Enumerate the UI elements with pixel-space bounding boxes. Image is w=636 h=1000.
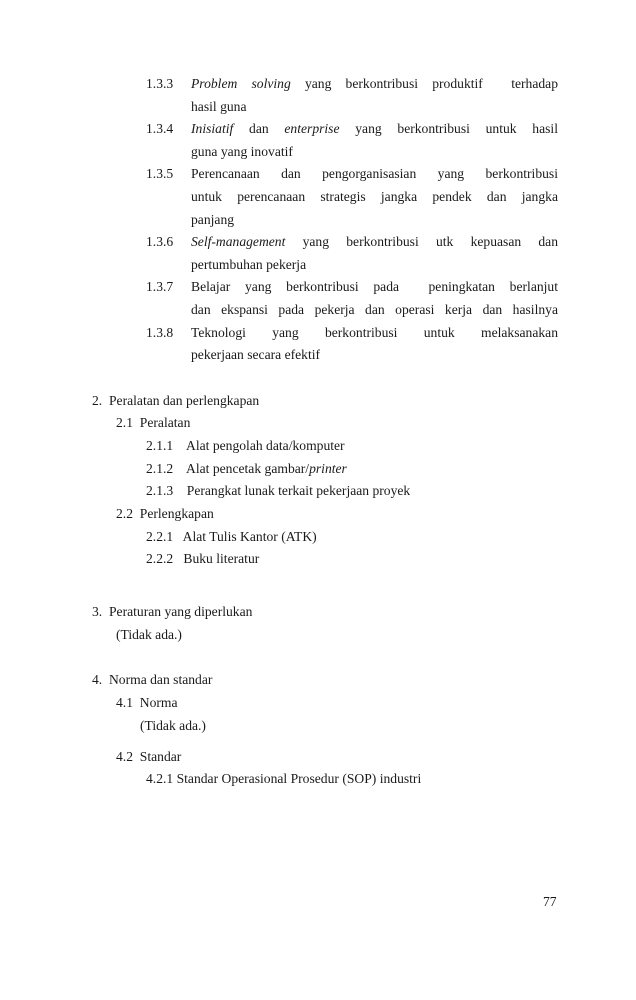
subsection-heading: [116, 414, 190, 432]
text-segment: yang berkontribusi utk kepuasan dan: [285, 234, 558, 250]
italic-term: Self-management: [191, 234, 286, 250]
text-segment: 2. Peralatan dan perlengkapan: [92, 393, 260, 408]
text-segment: pekerjaan secara efektif: [191, 347, 321, 363]
italic-term: Inisiatif: [191, 121, 234, 137]
text-segment: (Tidak ada.): [116, 627, 182, 642]
text-segment: untuk perencanaan strategis jangka pendek dan jangka: [191, 189, 558, 204]
item-number: 1.3.5: [146, 166, 174, 182]
text-segment: panjang: [191, 211, 235, 227]
text-segment: 2.1.1 Alat pengolah data/komputer: [146, 438, 345, 453]
item-text-line: [191, 98, 247, 116]
text-segment: Belajar yang berkontribusi pada peningkatan berlanjut: [191, 279, 558, 295]
item-number: 1.3.3: [146, 76, 174, 91]
text-segment: dan: [233, 121, 285, 137]
text-segment: 2.2.2 Buku literatur: [146, 551, 260, 566]
text-segment: 4.1 Norma: [116, 695, 178, 710]
text-segment: pertumbuhan pekerja: [191, 256, 307, 272]
subsection-heading: [116, 505, 214, 523]
page-number: 77: [543, 894, 557, 909]
text-segment: guna yang inovatif: [191, 143, 293, 159]
text-segment: 2.1.2 Alat pencetak gambar/: [146, 461, 310, 476]
text-segment: yang berkontribusi untuk hasil: [339, 121, 558, 137]
item-text-line: [191, 120, 558, 138]
item-text-line: [191, 324, 558, 342]
section-heading: [92, 603, 252, 621]
text-segment: 3. Peraturan yang diperlukan: [92, 604, 253, 619]
list-item: [146, 460, 347, 478]
text-segment: 2.2 Perlengkapan: [116, 506, 214, 521]
text-segment: Perencanaan dan pengorganisasian yang berkontribusi: [191, 166, 558, 182]
item-number: 1.3.6: [146, 234, 174, 250]
text-segment: yang berkontribusi produktif terhadap: [290, 76, 558, 91]
section-heading: [92, 671, 212, 689]
italic-term: Problem solving: [191, 76, 291, 91]
italic-term: enterprise: [284, 121, 340, 137]
item-number: 1.3.7: [146, 279, 174, 295]
text-segment: 2.1.3 Perangkat lunak terkait pekerjaan proyek: [146, 483, 411, 498]
item-text-line: [191, 165, 558, 183]
item-text-line: [191, 346, 320, 364]
item-text-line: [191, 75, 558, 93]
text-segment: 4. Norma dan standar: [92, 672, 213, 687]
list-item: [146, 770, 421, 788]
subsection-heading: [116, 694, 178, 712]
italic-term: printer: [309, 461, 347, 476]
item-number: 1.3.4: [146, 121, 174, 137]
text-segment: 2.1 Peralatan: [116, 415, 191, 430]
text-segment: 2.2.1 Alat Tulis Kantor (ATK): [146, 529, 317, 544]
list-item: [146, 528, 317, 546]
item-text-line: [191, 278, 558, 296]
text-segment: (Tidak ada.): [140, 718, 206, 733]
item-text-line: [191, 143, 293, 161]
list-item: [146, 550, 259, 568]
text-segment: hasil guna: [191, 98, 247, 114]
item-text-line: [191, 233, 558, 251]
item-text-line: [191, 256, 306, 274]
item-number: 1.3.8: [146, 324, 174, 340]
note-text: [116, 626, 182, 644]
text-segment: dan ekspansi pada pekerja dan operasi kerja dan hasilnya: [191, 302, 558, 317]
text-segment: 4.2.1 Standar Operasional Prosedur (SOP) industri: [146, 771, 422, 786]
subsection-heading: [116, 748, 181, 766]
list-item: [146, 482, 410, 500]
section-heading: [92, 392, 259, 410]
text-segment: 4.2 Standar: [116, 749, 182, 764]
text-segment: Teknologi yang berkontribusi untuk melaksanakan: [191, 324, 558, 340]
item-text-line: [191, 188, 558, 206]
item-text-line: [191, 211, 234, 229]
note-text: [140, 717, 206, 735]
item-text-line: [191, 301, 558, 319]
list-item: [146, 437, 345, 455]
